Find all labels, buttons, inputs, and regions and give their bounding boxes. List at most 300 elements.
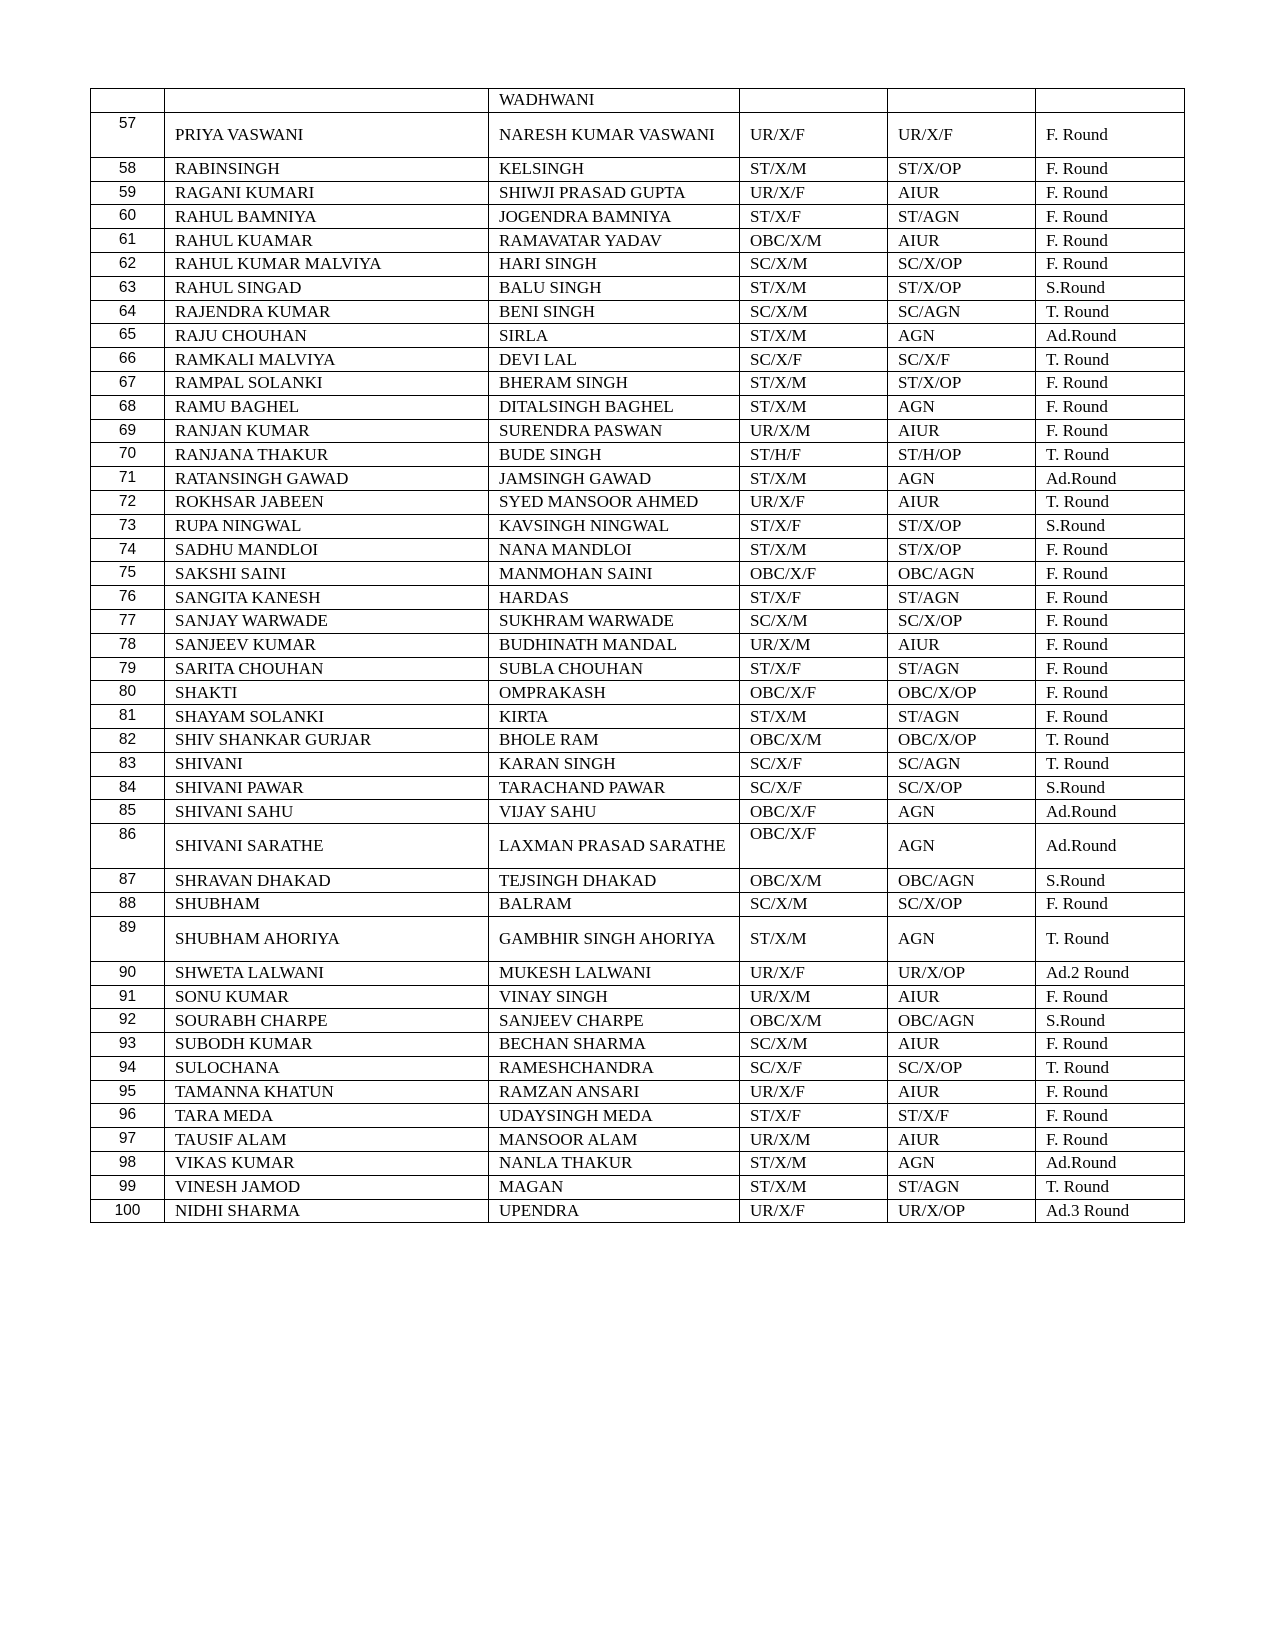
father-name-cell: BHERAM SINGH — [489, 371, 740, 395]
allotted-category-cell: AGN — [888, 467, 1036, 491]
applied-category-cell: ST/X/M — [740, 538, 888, 562]
serial-number-cell: 92 — [91, 1009, 165, 1033]
applied-category-cell: ST/X/F — [740, 514, 888, 538]
father-name-cell: LAXMAN PRASAD SARATHE — [489, 824, 740, 869]
candidate-name-cell: SAKSHI SAINI — [165, 562, 489, 586]
father-name-cell: MANSOOR ALAM — [489, 1128, 740, 1152]
serial-number-cell: 64 — [91, 300, 165, 324]
candidate-name-cell: SANJAY WARWADE — [165, 609, 489, 633]
serial-number-cell: 63 — [91, 276, 165, 300]
applied-category-cell: SC/X/M — [740, 609, 888, 633]
father-name-cell: JOGENDRA BAMNIYA — [489, 205, 740, 229]
candidate-name-cell: RAHUL SINGAD — [165, 276, 489, 300]
round-cell: F. Round — [1036, 586, 1185, 610]
candidate-name-cell: SHUBHAM — [165, 892, 489, 916]
round-cell: S.Round — [1036, 514, 1185, 538]
father-name-cell: OMPRAKASH — [489, 681, 740, 705]
table-row — [91, 205, 1185, 229]
father-name-cell: SANJEEV CHARPE — [489, 1009, 740, 1033]
candidate-name-cell: SHIVANI PAWAR — [165, 776, 489, 800]
candidate-name-cell: SULOCHANA — [165, 1056, 489, 1080]
candidate-name-cell: PRIYA VASWANI — [165, 112, 489, 157]
serial-number-cell: 81 — [91, 705, 165, 729]
allotted-category-cell: SC/X/OP — [888, 776, 1036, 800]
serial-number-cell: 79 — [91, 657, 165, 681]
round-cell: F. Round — [1036, 157, 1185, 181]
applied-category-cell: UR/X/M — [740, 419, 888, 443]
table-row — [91, 609, 1185, 633]
candidate-name-cell: TAUSIF ALAM — [165, 1128, 489, 1152]
table-row — [91, 800, 1185, 824]
table-row — [91, 681, 1185, 705]
father-name-cell: HARI SINGH — [489, 252, 740, 276]
round-cell: Ad.Round — [1036, 324, 1185, 348]
father-name-cell: NANA MANDLOI — [489, 538, 740, 562]
applied-category-cell: OBC/X/F — [740, 562, 888, 586]
candidate-name-cell: VIKAS KUMAR — [165, 1152, 489, 1176]
candidate-name-cell: RAMKALI MALVIYA — [165, 348, 489, 372]
table-row — [91, 538, 1185, 562]
round-cell: T. Round — [1036, 300, 1185, 324]
candidate-name-cell: RAMU BAGHEL — [165, 395, 489, 419]
serial-number-cell: 65 — [91, 324, 165, 348]
applied-category-cell: ST/X/M — [740, 916, 888, 961]
applied-category-cell: UR/X/M — [740, 1128, 888, 1152]
table-row — [91, 467, 1185, 491]
round-cell: F. Round — [1036, 985, 1185, 1009]
father-name-cell: KELSINGH — [489, 157, 740, 181]
allotted-category-cell — [888, 89, 1036, 113]
allotted-category-cell: ST/X/F — [888, 1104, 1036, 1128]
table-row — [91, 1152, 1185, 1176]
candidate-name-cell: SARITA CHOUHAN — [165, 657, 489, 681]
candidate-name-cell: RAHUL KUAMAR — [165, 229, 489, 253]
serial-number-cell: 75 — [91, 562, 165, 586]
applied-category-cell: ST/X/M — [740, 1152, 888, 1176]
allotted-category-cell: AIUR — [888, 633, 1036, 657]
table-row — [91, 705, 1185, 729]
allotted-category-cell: AGN — [888, 800, 1036, 824]
serial-number-cell: 94 — [91, 1056, 165, 1080]
allotted-category-cell: SC/AGN — [888, 300, 1036, 324]
allotted-category-cell: SC/X/OP — [888, 892, 1036, 916]
serial-number-cell: 84 — [91, 776, 165, 800]
allotment-table — [90, 88, 1185, 1223]
father-name-cell: KAVSINGH NINGWAL — [489, 514, 740, 538]
allotted-category-cell: ST/X/OP — [888, 538, 1036, 562]
round-cell: S.Round — [1036, 776, 1185, 800]
father-name-cell: BHOLE RAM — [489, 728, 740, 752]
candidate-name-cell: RAJU CHOUHAN — [165, 324, 489, 348]
allotted-category-cell: AIUR — [888, 181, 1036, 205]
candidate-name-cell: NIDHI SHARMA — [165, 1199, 489, 1223]
table-row — [91, 961, 1185, 985]
applied-category-cell: UR/X/F — [740, 490, 888, 514]
father-name-cell: WADHWANI — [489, 89, 740, 113]
candidate-name-cell: SHIVANI — [165, 752, 489, 776]
round-cell: F. Round — [1036, 1104, 1185, 1128]
round-cell: Ad.Round — [1036, 824, 1185, 869]
table-row — [91, 371, 1185, 395]
table-row — [91, 1104, 1185, 1128]
round-cell: T. Round — [1036, 728, 1185, 752]
round-cell: F. Round — [1036, 112, 1185, 157]
applied-category-cell: ST/X/M — [740, 395, 888, 419]
father-name-cell: SUKHRAM WARWADE — [489, 609, 740, 633]
father-name-cell: SHIWJI PRASAD GUPTA — [489, 181, 740, 205]
table-row — [91, 181, 1185, 205]
candidate-name-cell: SANJEEV KUMAR — [165, 633, 489, 657]
candidate-name-cell: SONU KUMAR — [165, 985, 489, 1009]
serial-number-cell: 74 — [91, 538, 165, 562]
applied-category-cell: SC/X/F — [740, 1056, 888, 1080]
allotted-category-cell: ST/X/OP — [888, 514, 1036, 538]
father-name-cell: GAMBHIR SINGH AHORIYA — [489, 916, 740, 961]
serial-number-cell: 68 — [91, 395, 165, 419]
table-row — [91, 1056, 1185, 1080]
serial-number-cell: 57 — [91, 112, 165, 157]
father-name-cell: BALRAM — [489, 892, 740, 916]
applied-category-cell: ST/X/M — [740, 1175, 888, 1199]
serial-number-cell: 83 — [91, 752, 165, 776]
candidate-name-cell: TAMANNA KHATUN — [165, 1080, 489, 1104]
applied-category-cell: ST/X/M — [740, 705, 888, 729]
candidate-name-cell: SHWETA LALWANI — [165, 961, 489, 985]
table-row — [91, 892, 1185, 916]
allotted-category-cell: AIUR — [888, 419, 1036, 443]
candidate-name-cell: VINESH JAMOD — [165, 1175, 489, 1199]
round-cell — [1036, 89, 1185, 113]
applied-category-cell: ST/X/M — [740, 467, 888, 491]
allotted-category-cell: ST/AGN — [888, 586, 1036, 610]
table-row — [91, 633, 1185, 657]
serial-number-cell: 80 — [91, 681, 165, 705]
serial-number-cell: 71 — [91, 467, 165, 491]
round-cell: F. Round — [1036, 252, 1185, 276]
round-cell: F. Round — [1036, 1128, 1185, 1152]
applied-category-cell: SC/X/F — [740, 752, 888, 776]
round-cell: F. Round — [1036, 229, 1185, 253]
serial-number-cell: 96 — [91, 1104, 165, 1128]
father-name-cell: JAMSINGH GAWAD — [489, 467, 740, 491]
father-name-cell: VINAY SINGH — [489, 985, 740, 1009]
round-cell: F. Round — [1036, 1080, 1185, 1104]
applied-category-cell: SC/X/M — [740, 892, 888, 916]
candidate-name-cell: SHRAVAN DHAKAD — [165, 869, 489, 893]
applied-category-cell: SC/X/M — [740, 1033, 888, 1057]
father-name-cell: DITALSINGH BAGHEL — [489, 395, 740, 419]
serial-number-cell: 87 — [91, 869, 165, 893]
table-row — [91, 300, 1185, 324]
serial-number-cell: 59 — [91, 181, 165, 205]
applied-category-cell: OBC/X/M — [740, 229, 888, 253]
serial-number-cell: 62 — [91, 252, 165, 276]
table-body — [91, 89, 1185, 1223]
round-cell: T. Round — [1036, 1056, 1185, 1080]
round-cell: F. Round — [1036, 1033, 1185, 1057]
allotted-category-cell: ST/X/OP — [888, 371, 1036, 395]
allotted-category-cell: AIUR — [888, 1033, 1036, 1057]
round-cell: S.Round — [1036, 276, 1185, 300]
round-cell: F. Round — [1036, 657, 1185, 681]
round-cell: F. Round — [1036, 205, 1185, 229]
allotted-category-cell: AIUR — [888, 1080, 1036, 1104]
allotted-category-cell: AIUR — [888, 1128, 1036, 1152]
round-cell: F. Round — [1036, 609, 1185, 633]
round-cell: F. Round — [1036, 371, 1185, 395]
table-row — [91, 1199, 1185, 1223]
father-name-cell: MANMOHAN SAINI — [489, 562, 740, 586]
table-row — [91, 276, 1185, 300]
table-row — [91, 112, 1185, 157]
father-name-cell: MAGAN — [489, 1175, 740, 1199]
table-row — [91, 324, 1185, 348]
serial-number-cell: 86 — [91, 824, 165, 869]
candidate-name-cell: RAHUL BAMNIYA — [165, 205, 489, 229]
allotted-category-cell: UR/X/OP — [888, 961, 1036, 985]
allotted-category-cell: SC/X/OP — [888, 252, 1036, 276]
father-name-cell: UPENDRA — [489, 1199, 740, 1223]
father-name-cell: MUKESH LALWANI — [489, 961, 740, 985]
serial-number-cell: 99 — [91, 1175, 165, 1199]
allotted-category-cell: SC/AGN — [888, 752, 1036, 776]
table-row — [91, 728, 1185, 752]
round-cell: F. Round — [1036, 681, 1185, 705]
round-cell: T. Round — [1036, 752, 1185, 776]
serial-number-cell: 76 — [91, 586, 165, 610]
applied-category-cell: OBC/X/F — [740, 800, 888, 824]
table-row — [91, 1175, 1185, 1199]
father-name-cell: BECHAN SHARMA — [489, 1033, 740, 1057]
table-row — [91, 657, 1185, 681]
applied-category-cell: ST/X/F — [740, 205, 888, 229]
round-cell: Ad.3 Round — [1036, 1199, 1185, 1223]
candidate-name-cell: RUPA NINGWAL — [165, 514, 489, 538]
serial-number-cell: 85 — [91, 800, 165, 824]
applied-category-cell: ST/H/F — [740, 443, 888, 467]
table-row — [91, 1009, 1185, 1033]
serial-number-cell: 95 — [91, 1080, 165, 1104]
round-cell: F. Round — [1036, 562, 1185, 586]
allotted-category-cell: AGN — [888, 824, 1036, 869]
allotted-category-cell: ST/AGN — [888, 705, 1036, 729]
serial-number-cell: 93 — [91, 1033, 165, 1057]
allotted-category-cell: OBC/AGN — [888, 869, 1036, 893]
applied-category-cell: UR/X/F — [740, 181, 888, 205]
applied-category-cell: ST/X/F — [740, 657, 888, 681]
candidate-name-cell: SHAYAM SOLANKI — [165, 705, 489, 729]
father-name-cell: RAMAVATAR YADAV — [489, 229, 740, 253]
table-row — [91, 1128, 1185, 1152]
candidate-name-cell: TARA MEDA — [165, 1104, 489, 1128]
serial-number-cell: 70 — [91, 443, 165, 467]
round-cell: Ad.Round — [1036, 467, 1185, 491]
father-name-cell: SYED MANSOOR AHMED — [489, 490, 740, 514]
allotted-category-cell: OBC/X/OP — [888, 728, 1036, 752]
round-cell: Ad.Round — [1036, 800, 1185, 824]
serial-number-cell: 66 — [91, 348, 165, 372]
father-name-cell: KARAN SINGH — [489, 752, 740, 776]
table-row — [91, 395, 1185, 419]
applied-category-cell — [740, 89, 888, 113]
applied-category-cell: OBC/X/M — [740, 869, 888, 893]
father-name-cell: VIJAY SAHU — [489, 800, 740, 824]
applied-category-cell: ST/X/M — [740, 324, 888, 348]
table-row — [91, 586, 1185, 610]
allotted-category-cell: AGN — [888, 916, 1036, 961]
allotted-category-cell: ST/AGN — [888, 205, 1036, 229]
allotted-category-cell: SC/X/OP — [888, 609, 1036, 633]
father-name-cell: KIRTA — [489, 705, 740, 729]
candidate-name-cell: RANJAN KUMAR — [165, 419, 489, 443]
candidate-name-cell: SOURABH CHARPE — [165, 1009, 489, 1033]
serial-number-cell: 67 — [91, 371, 165, 395]
serial-number-cell: 61 — [91, 229, 165, 253]
candidate-name-cell: RANJANA THAKUR — [165, 443, 489, 467]
applied-category-cell: SC/X/M — [740, 300, 888, 324]
allotted-category-cell: OBC/AGN — [888, 562, 1036, 586]
table-row — [91, 443, 1185, 467]
allotted-category-cell: OBC/X/OP — [888, 681, 1036, 705]
father-name-cell: SIRLA — [489, 324, 740, 348]
applied-category-cell: ST/X/F — [740, 1104, 888, 1128]
applied-category-cell: ST/X/M — [740, 157, 888, 181]
father-name-cell: BUDE SINGH — [489, 443, 740, 467]
allotted-category-cell: UR/X/F — [888, 112, 1036, 157]
candidate-name-cell: RAHUL KUMAR MALVIYA — [165, 252, 489, 276]
round-cell: F. Round — [1036, 419, 1185, 443]
round-cell: T. Round — [1036, 490, 1185, 514]
serial-number-cell: 77 — [91, 609, 165, 633]
applied-category-cell: UR/X/M — [740, 985, 888, 1009]
allotted-category-cell: UR/X/OP — [888, 1199, 1036, 1223]
round-cell: F. Round — [1036, 538, 1185, 562]
allotted-category-cell: ST/AGN — [888, 657, 1036, 681]
round-cell: F. Round — [1036, 705, 1185, 729]
father-name-cell: SURENDRA PASWAN — [489, 419, 740, 443]
applied-category-cell: OBC/X/F — [740, 681, 888, 705]
applied-category-cell: SC/X/F — [740, 776, 888, 800]
candidate-name-cell: SUBODH KUMAR — [165, 1033, 489, 1057]
allotted-category-cell: OBC/AGN — [888, 1009, 1036, 1033]
allotted-category-cell: ST/X/OP — [888, 157, 1036, 181]
round-cell: T. Round — [1036, 348, 1185, 372]
round-cell: T. Round — [1036, 916, 1185, 961]
serial-number-cell: 100 — [91, 1199, 165, 1223]
candidate-name-cell: RAJENDRA KUMAR — [165, 300, 489, 324]
table-row — [91, 916, 1185, 961]
table-row — [91, 752, 1185, 776]
father-name-cell: BENI SINGH — [489, 300, 740, 324]
serial-number-cell: 91 — [91, 985, 165, 1009]
serial-number-cell — [91, 89, 165, 113]
applied-category-cell: OBC/X/M — [740, 1009, 888, 1033]
serial-number-cell: 72 — [91, 490, 165, 514]
applied-category-cell: ST/X/F — [740, 586, 888, 610]
candidate-name-cell: SHUBHAM AHORIYA — [165, 916, 489, 961]
applied-category-cell: OBC/X/M — [740, 728, 888, 752]
candidate-name-cell: SHIVANI SARATHE — [165, 824, 489, 869]
applied-category-cell: UR/X/F — [740, 961, 888, 985]
applied-category-cell: ST/X/M — [740, 276, 888, 300]
serial-number-cell: 88 — [91, 892, 165, 916]
applied-category-cell: SC/X/F — [740, 348, 888, 372]
candidate-name-cell: RAMPAL SOLANKI — [165, 371, 489, 395]
father-name-cell: TARACHAND PAWAR — [489, 776, 740, 800]
serial-number-cell: 97 — [91, 1128, 165, 1152]
allotted-category-cell: AGN — [888, 324, 1036, 348]
father-name-cell: RAMESHCHANDRA — [489, 1056, 740, 1080]
table-row — [91, 776, 1185, 800]
father-name-cell: RAMZAN ANSARI — [489, 1080, 740, 1104]
candidate-name-cell — [165, 89, 489, 113]
candidate-name-cell: SHIV SHANKAR GURJAR — [165, 728, 489, 752]
candidate-name-cell: ROKHSAR JABEEN — [165, 490, 489, 514]
table-row — [91, 514, 1185, 538]
father-name-cell: NANLA THAKUR — [489, 1152, 740, 1176]
round-cell: T. Round — [1036, 1175, 1185, 1199]
allotted-category-cell: ST/H/OP — [888, 443, 1036, 467]
table-row — [91, 157, 1185, 181]
table-row — [91, 1033, 1185, 1057]
round-cell: F. Round — [1036, 892, 1185, 916]
allotted-category-cell: AGN — [888, 1152, 1036, 1176]
father-name-cell: TEJSINGH DHAKAD — [489, 869, 740, 893]
round-cell: Ad.2 Round — [1036, 961, 1185, 985]
father-name-cell: BALU SINGH — [489, 276, 740, 300]
allotted-category-cell: AIUR — [888, 985, 1036, 1009]
father-name-cell: UDAYSINGH MEDA — [489, 1104, 740, 1128]
allotted-category-cell: SC/X/F — [888, 348, 1036, 372]
round-cell: F. Round — [1036, 395, 1185, 419]
allotted-category-cell: AGN — [888, 395, 1036, 419]
applied-category-cell: ST/X/M — [740, 371, 888, 395]
table-row — [91, 824, 1185, 869]
round-cell: F. Round — [1036, 633, 1185, 657]
serial-number-cell: 89 — [91, 916, 165, 961]
applied-category-cell: UR/X/F — [740, 112, 888, 157]
candidate-name-cell: RATANSINGH GAWAD — [165, 467, 489, 491]
serial-number-cell: 78 — [91, 633, 165, 657]
table-row — [91, 229, 1185, 253]
allotted-category-cell: AIUR — [888, 490, 1036, 514]
applied-category-cell: SC/X/M — [740, 252, 888, 276]
allotted-category-cell: ST/AGN — [888, 1175, 1036, 1199]
table-row — [91, 252, 1185, 276]
candidate-name-cell: SHAKTI — [165, 681, 489, 705]
round-cell: T. Round — [1036, 443, 1185, 467]
allotted-category-cell: AIUR — [888, 229, 1036, 253]
table-row — [91, 348, 1185, 372]
candidate-name-cell: RAGANI KUMARI — [165, 181, 489, 205]
table-row — [91, 562, 1185, 586]
allotted-category-cell: SC/X/OP — [888, 1056, 1036, 1080]
round-cell: F. Round — [1036, 181, 1185, 205]
serial-number-cell: 98 — [91, 1152, 165, 1176]
allotted-category-cell: ST/X/OP — [888, 276, 1036, 300]
serial-number-cell: 73 — [91, 514, 165, 538]
round-cell: S.Round — [1036, 1009, 1185, 1033]
applied-category-cell: UR/X/F — [740, 1080, 888, 1104]
candidate-name-cell: RABINSINGH — [165, 157, 489, 181]
table-row — [91, 869, 1185, 893]
serial-number-cell: 60 — [91, 205, 165, 229]
serial-number-cell: 58 — [91, 157, 165, 181]
applied-category-cell: UR/X/M — [740, 633, 888, 657]
father-name-cell: DEVI LAL — [489, 348, 740, 372]
table-row — [91, 419, 1185, 443]
candidate-name-cell: SHIVANI SAHU — [165, 800, 489, 824]
